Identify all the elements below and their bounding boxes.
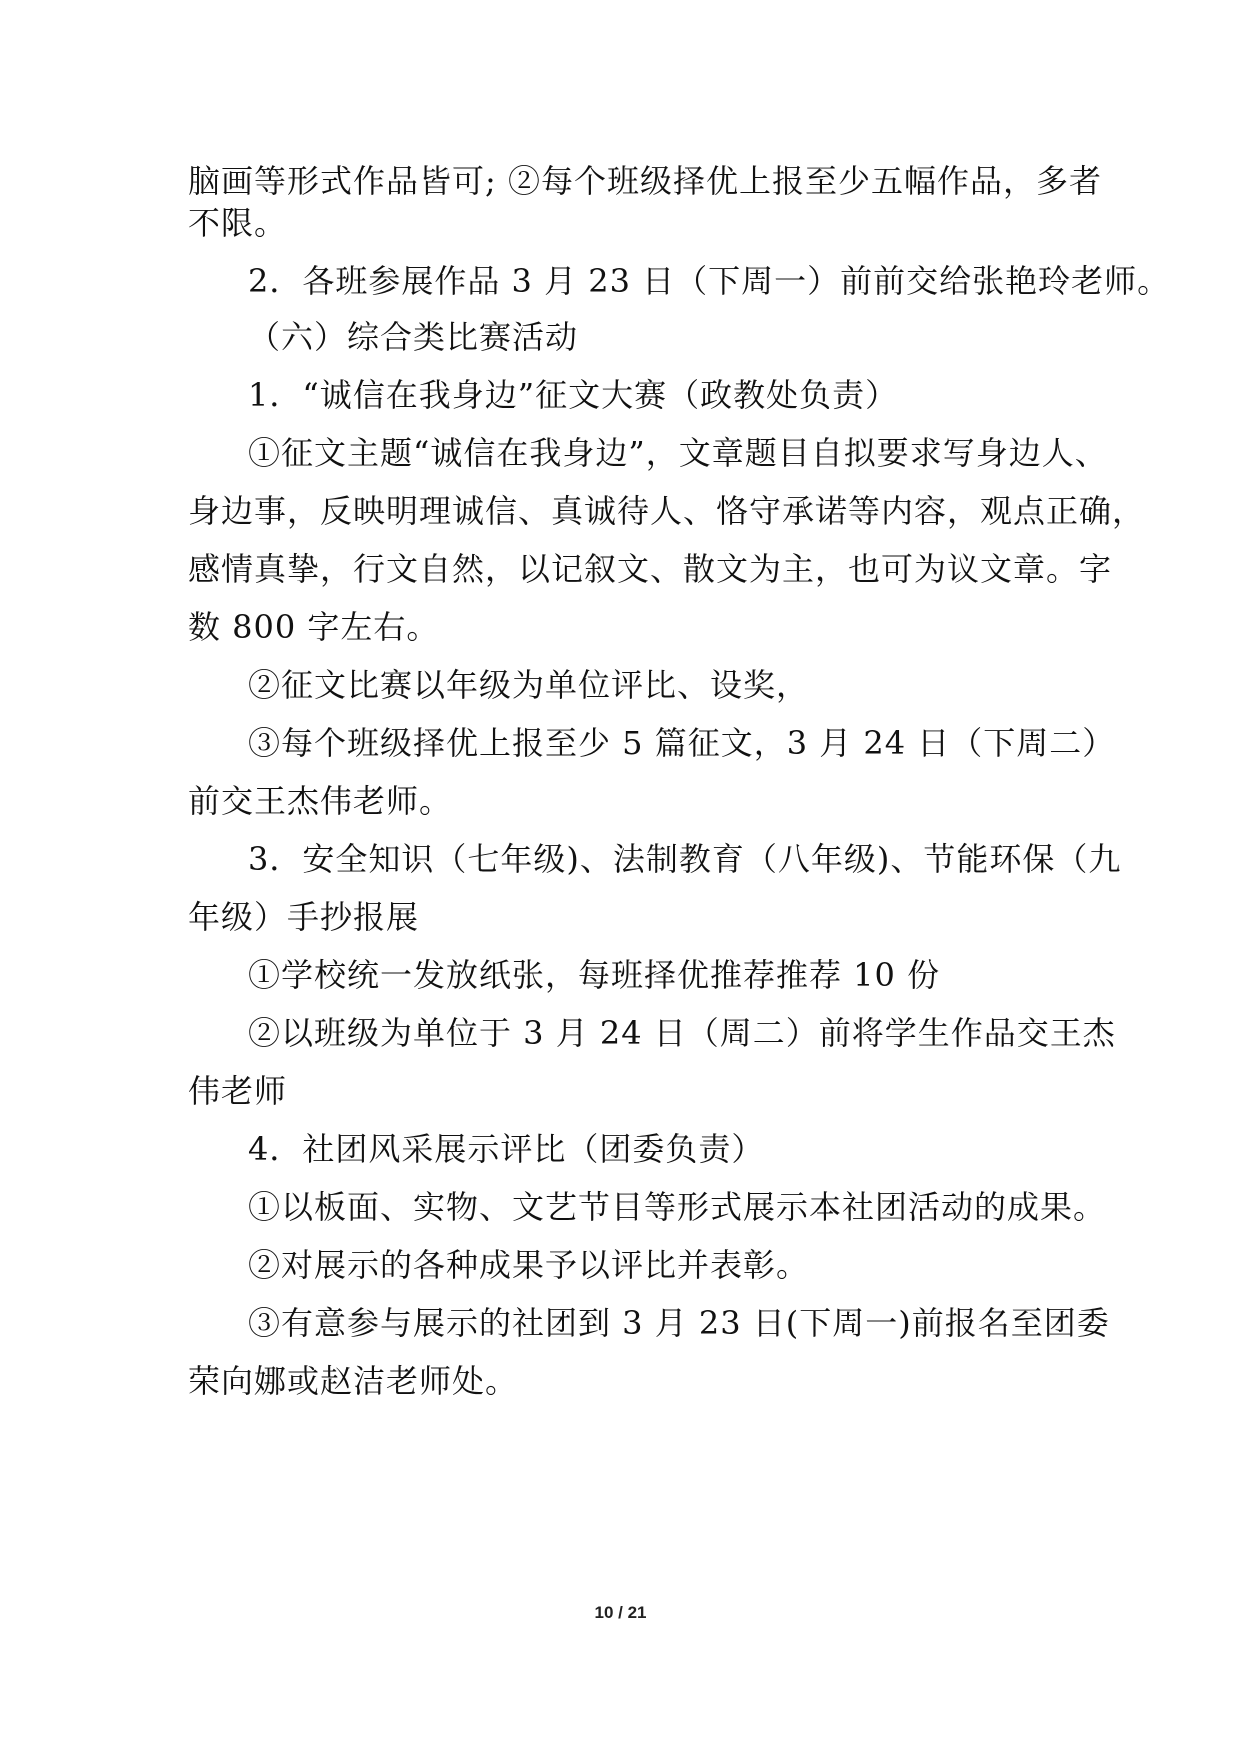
item-heading: 4．社团风采展示评比（团委负责） [248,1130,765,1168]
body-text-line: 数 800 字左右。 [188,608,440,646]
body-text-line: ②对展示的各种成果予以评比并表彰。 [248,1246,810,1284]
page-number: 10 / 21 [594,1603,647,1622]
body-text-line: ①学校统一发放纸张，每班择优推荐推荐 10 份 [248,956,941,994]
body-text-line: ②以班级为单位于 3 月 24 日（周二）前将学生作品交王杰 [248,1014,1116,1052]
body-text-line: ③有意参与展示的社团到 3 月 23 日(下周一)前报名至团委 [248,1304,1110,1342]
item-heading: 1．“诚信在我身边”征文大赛（政教处负责） [248,376,899,414]
body-text-line: ①征文主题“诚信在我身边”，文章题目自拟要求写身边人、 [248,434,1108,472]
item-heading: 3．安全知识（七年级)、法制教育（八年级)、节能环保（九 [248,840,1122,878]
body-text-line: ③每个班级择优上报至少 5 篇征文，3 月 24 日（下周二） [248,724,1116,762]
body-text-line: 荣向娜或赵洁老师处。 [188,1362,519,1400]
body-text-line: 脑画等形式作品皆可; ②每个班级择优上报至少五幅作品，多者 [188,162,1102,200]
section-heading: （六）综合类比赛活动 [248,318,579,356]
body-text-line: 2．各班参展作品 3 月 23 日（下周一）前前交给张艳玲老师。 [248,262,1171,300]
body-text-line: 感情真挚，行文自然，以记叙文、散文为主，也可为议文章。字 [188,550,1113,588]
body-text-line: 身边事，反映明理诚信、真诚待人、恪守承诺等内容，观点正确， [188,492,1146,530]
body-text-line: ②征文比赛以年级为单位评比、设奖， [248,666,810,704]
body-text-line: 伟老师 [188,1072,288,1110]
body-text-line: 不限。 [188,204,288,242]
body-text-line: 前交王杰伟老师。 [188,782,453,820]
body-text-line: 年级）手抄报展 [188,898,420,936]
body-text-line: ①以板面、实物、文艺节目等形式展示本社团活动的成果。 [248,1188,1107,1226]
